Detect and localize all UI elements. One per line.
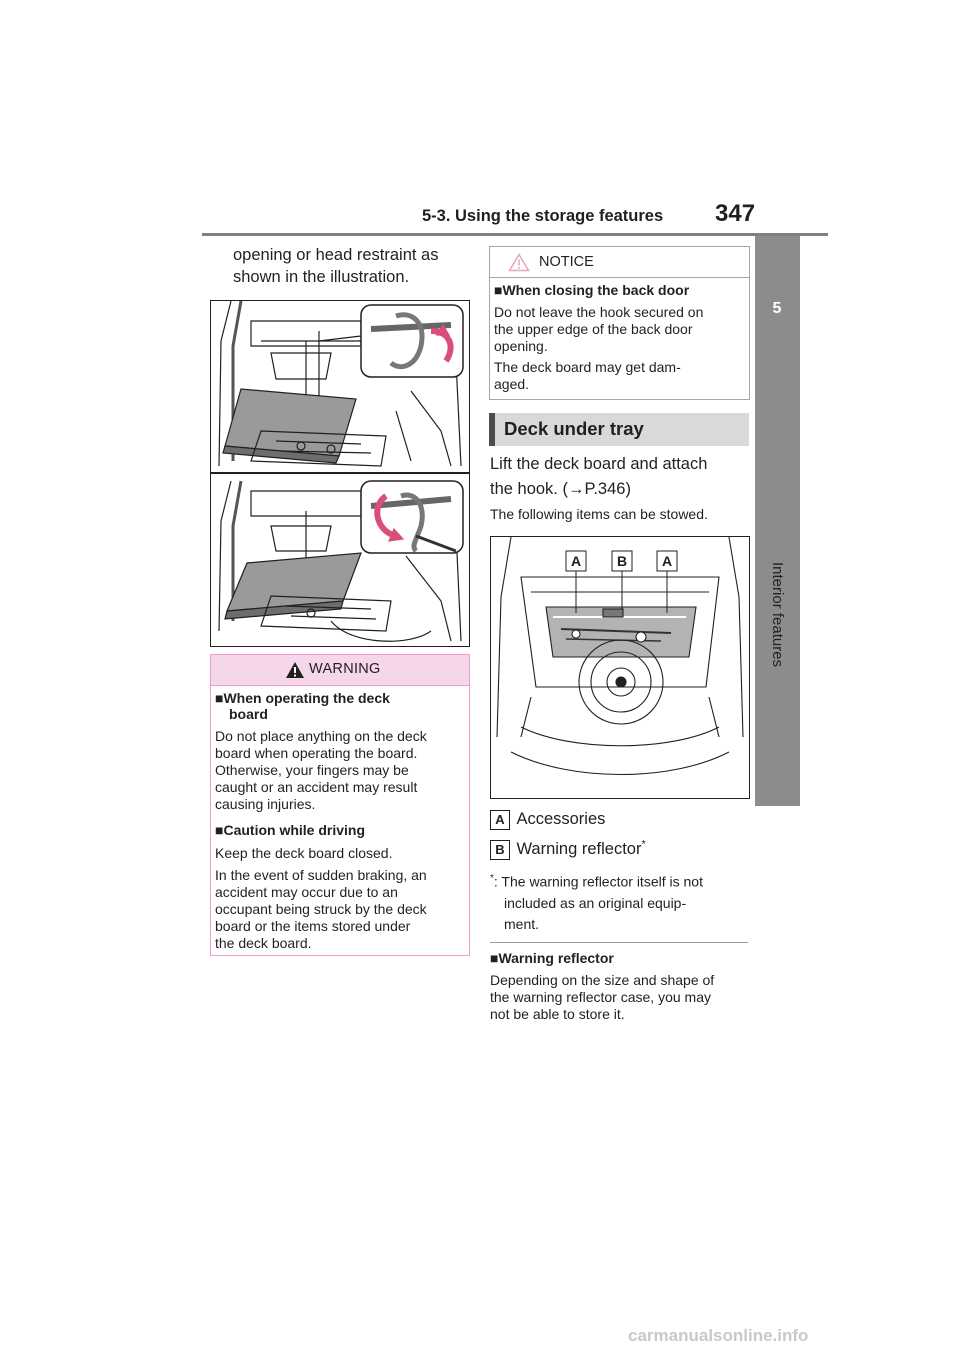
text-line: The deck board may get dam-: [494, 359, 681, 375]
header-rule: [202, 233, 828, 236]
warning-paragraph-3: [215, 867, 427, 952]
legend-b-callout: B: [490, 840, 510, 860]
caution-triangle-icon: [508, 253, 530, 272]
chapter-tab: [755, 236, 799, 806]
callout-a-left: A: [570, 553, 582, 569]
section-title: 5-3. Using the storage features: [422, 207, 664, 225]
text-line: board when operating the board.: [215, 745, 418, 761]
callout-a-right: A: [661, 553, 673, 569]
text-line: opening.: [494, 338, 548, 354]
legend-b-text: Warning reflector: [516, 840, 642, 858]
deck-board-hook-illustration: [210, 300, 470, 647]
chapter-tab-edge: [799, 236, 800, 806]
notice-heading: ■When closing the back door: [494, 282, 690, 298]
warning-heading-1: ■When operating the deck: [215, 690, 390, 706]
text-line: the upper edge of the back door: [494, 321, 693, 337]
legend-a: [490, 807, 605, 832]
intro-line-2: shown in the illustration.: [233, 268, 410, 286]
footnote-line-2: included as an original equip-: [504, 894, 687, 911]
legend-a-text: Accessories: [516, 810, 606, 828]
text-line: Do not leave the hook secured on: [494, 304, 704, 320]
warning-heading-1-cont: board: [229, 706, 268, 722]
notice-label: NOTICE: [539, 254, 594, 270]
text-line: accident may occur due to an: [215, 884, 398, 900]
text-line: occupant being struck by the deck: [215, 901, 427, 917]
chapter-label: Interior features: [769, 562, 786, 668]
callout-b: B: [616, 553, 628, 569]
page-number: 347: [715, 200, 756, 227]
text-line: Depending on the size and shape of: [490, 972, 715, 988]
cargo-area-drawing: [211, 301, 469, 646]
text-line: In the event of sudden braking, an: [215, 867, 427, 883]
footnote-line-1: : The warning reflector itself is not: [493, 873, 703, 890]
reflector-paragraph: [490, 972, 714, 1023]
text-line: caught or an accident may result: [215, 779, 418, 795]
legend-a-callout: A: [490, 810, 510, 830]
stowed-text: The following items can be stowed.: [490, 506, 708, 522]
text-line: aged.: [494, 376, 530, 392]
legend-b: [490, 837, 646, 862]
legend-b-asterisk: *: [641, 838, 646, 851]
text-line: causing injuries.: [215, 796, 316, 812]
footnote-line-3: ment.: [504, 915, 540, 932]
warning-label: WARNING: [309, 661, 381, 677]
notice-header: [490, 247, 749, 278]
text-line: Do not place anything on the deck: [215, 728, 427, 744]
section-heading-banner: [489, 413, 749, 446]
text-line: not be able to store it.: [490, 1006, 625, 1022]
notice-box: [489, 246, 750, 400]
footnote: [490, 868, 703, 935]
section-heading: Deck under tray: [504, 418, 644, 439]
warning-paragraph-2: Keep the deck board closed.: [215, 845, 393, 861]
text-line: Otherwise, your fingers may be: [215, 762, 409, 778]
warning-paragraph-1: [215, 728, 427, 813]
heading-bar: [489, 413, 495, 446]
chapter-number: 5: [772, 300, 782, 317]
warning-heading-2: ■Caution while driving: [215, 822, 366, 838]
text-line: the deck board.: [215, 935, 312, 951]
text-line: the warning reflector case, you may: [490, 989, 711, 1005]
notice-paragraph-1: [494, 304, 703, 355]
warning-box: [210, 654, 470, 956]
lift-line-1: Lift the deck board and attach: [490, 455, 708, 473]
deck-under-tray-illustration: [490, 536, 750, 799]
watermark: carmanualsonline.info: [628, 1326, 809, 1345]
lift-line-2: the hook. (→P.346): [490, 480, 631, 498]
footnote-asterisk: *: [490, 873, 494, 884]
warning-triangle-icon: [285, 661, 305, 679]
text-line: board or the items stored under: [215, 918, 411, 934]
section-divider: [490, 942, 748, 943]
intro-line-1: opening or head restraint as: [233, 246, 439, 264]
warning-header: [211, 655, 469, 686]
notice-paragraph-2: [494, 359, 681, 393]
reflector-heading: ■Warning reflector: [490, 950, 614, 966]
under-tray-drawing: [491, 537, 749, 798]
